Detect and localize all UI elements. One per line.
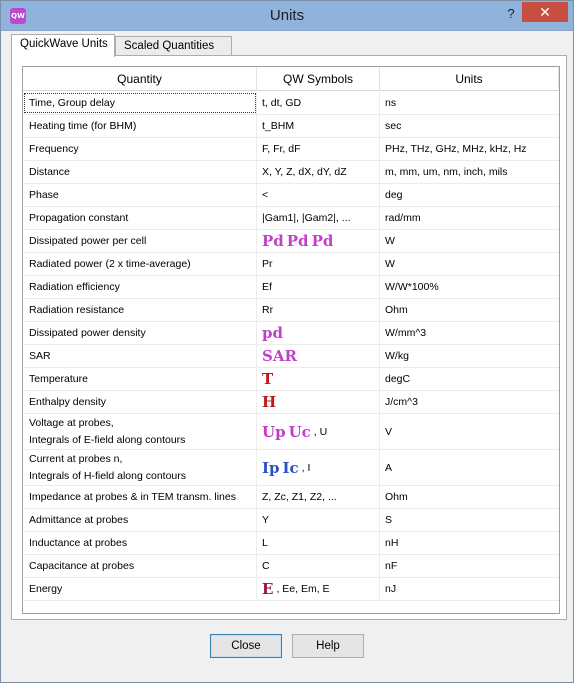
units-cell[interactable]: Ohm — [385, 304, 408, 316]
qw-symbol-glyph-icon: E — [262, 580, 274, 598]
qw-symbol-glyph-icon: SAR — [262, 347, 297, 365]
quantity-cell[interactable]: Impedance at probes & in TEM transm. lines — [23, 486, 257, 508]
symbols-cell[interactable] — [257, 161, 380, 183]
quantity-cell[interactable]: Capacitance at probes — [23, 555, 257, 577]
quantity-cell[interactable]: Frequency — [23, 138, 257, 160]
symbols-cell[interactable] — [257, 368, 380, 390]
close-window-button[interactable]: ✕ — [522, 2, 568, 22]
quantity-cell[interactable]: Heating time (for BHM) — [23, 115, 257, 137]
units-cell[interactable]: nH — [385, 537, 399, 549]
quantity-cell[interactable]: Dissipated power per cell — [23, 230, 257, 252]
qw-symbol-glyph-icon: Up — [262, 422, 286, 441]
symbols-text: C — [262, 560, 270, 572]
qw-symbol-glyph-icon: H — [262, 393, 277, 411]
quantity-cell[interactable]: Radiation efficiency — [23, 276, 257, 298]
symbols-text: < — [262, 189, 269, 201]
table-row[interactable] — [23, 578, 559, 601]
symbols-cell[interactable] — [257, 92, 380, 114]
quantity-cell[interactable]: Dissipated power density — [23, 322, 257, 344]
tab-scaled-quantities[interactable]: Scaled Quantities — [115, 36, 232, 56]
table-row[interactable] — [23, 161, 559, 184]
symbols-cell[interactable] — [257, 253, 380, 275]
units-cell[interactable]: V — [385, 425, 393, 438]
table-row[interactable] — [23, 450, 559, 486]
symbols-text: , U — [313, 425, 328, 438]
units-cell[interactable]: Ohm — [385, 491, 408, 503]
symbols-cell[interactable] — [257, 207, 380, 229]
units-cell[interactable]: S — [385, 514, 393, 526]
symbols-cell[interactable] — [257, 184, 380, 206]
qw-symbol-glyph-icon: Uc — [288, 422, 311, 441]
table-row[interactable] — [23, 555, 559, 578]
table-row[interactable] — [23, 184, 559, 207]
units-cell[interactable]: A — [385, 461, 393, 474]
table-row[interactable] — [23, 368, 559, 391]
quantity-cell[interactable]: Temperature — [23, 368, 257, 390]
symbols-text: , Ee, Em, E — [276, 583, 330, 595]
quantity-cell[interactable]: Inductance at probes — [23, 532, 257, 554]
table-row[interactable] — [23, 322, 559, 345]
units-cell[interactable]: ns — [385, 97, 397, 109]
table-row[interactable] — [23, 92, 559, 115]
table-row[interactable] — [23, 138, 559, 161]
symbols-cell[interactable] — [257, 391, 380, 413]
column-header-quantity[interactable]: Quantity — [23, 67, 257, 91]
units-cell[interactable]: PHz, THz, GHz, MHz, kHz, Hz — [385, 143, 527, 155]
symbols-text: L — [262, 537, 268, 549]
table-row[interactable] — [23, 253, 559, 276]
symbols-text: Pr — [262, 258, 273, 270]
symbols-text: Rr — [262, 304, 274, 316]
table-row[interactable] — [23, 299, 559, 322]
symbols-cell[interactable] — [257, 486, 380, 508]
symbols-cell[interactable] — [257, 578, 380, 600]
units-cell[interactable]: nJ — [385, 583, 397, 595]
symbols-cell[interactable] — [257, 555, 380, 577]
quantity-cell[interactable]: SAR — [23, 345, 257, 367]
help-question-icon[interactable]: ? — [507, 6, 515, 21]
qw-symbol-glyph-icon: Pd — [286, 232, 309, 250]
table-row[interactable] — [23, 414, 559, 450]
units-cell[interactable]: J/cm^3 — [385, 396, 418, 408]
qw-symbol-glyph-icon: Pd — [311, 232, 334, 250]
quantity-cell[interactable]: Admittance at probes — [23, 509, 257, 531]
quantity-cell[interactable]: Energy — [23, 578, 257, 600]
column-header-units[interactable]: Units — [380, 67, 559, 91]
units-cell[interactable]: W/kg — [385, 350, 409, 362]
symbols-cell[interactable] — [257, 345, 380, 367]
units-table[interactable] — [22, 66, 560, 614]
symbols-cell[interactable] — [257, 230, 380, 252]
quantity-cell[interactable]: Time, Group delay — [23, 92, 257, 114]
symbols-cell[interactable] — [257, 322, 380, 344]
units-cell[interactable]: W/W*100% — [385, 281, 439, 293]
qw-symbol-glyph-icon: Pd — [262, 232, 284, 250]
column-header-qw-symbols[interactable]: QW Symbols — [257, 67, 380, 91]
units-cell[interactable]: rad/mm — [385, 212, 421, 224]
qw-symbol-glyph-icon: Ic — [282, 458, 299, 477]
units-cell[interactable]: deg — [385, 189, 403, 201]
table-header — [23, 67, 559, 91]
quantity-cell[interactable]: Radiation resistance — [23, 299, 257, 321]
window-title: Units — [269, 7, 305, 24]
tab-quickwave-units[interactable]: QuickWave Units — [11, 34, 115, 57]
quantity-cell[interactable]: Phase — [23, 184, 257, 206]
symbols-text: |Gam1|, |Gam2|, ... — [262, 212, 351, 224]
symbols-text: Ef — [262, 281, 272, 293]
units-cell[interactable]: nF — [385, 560, 398, 572]
qw-symbol-glyph-icon: T — [262, 370, 274, 388]
quantity-cell[interactable]: Propagation constant — [23, 207, 257, 229]
symbols-cell[interactable] — [257, 532, 380, 554]
units-cell[interactable]: W/mm^3 — [385, 327, 427, 339]
symbols-cell[interactable] — [257, 450, 380, 485]
table-row[interactable] — [23, 391, 559, 414]
quantity-cell[interactable]: Enthalpy density — [23, 391, 257, 413]
close-button[interactable]: Close — [210, 634, 282, 658]
quantity-cell[interactable]: Distance — [23, 161, 257, 183]
symbols-text: t_BHM — [262, 120, 295, 132]
table-row[interactable] — [23, 532, 559, 555]
table-row[interactable] — [23, 509, 559, 532]
table-row[interactable] — [23, 207, 559, 230]
units-cell[interactable]: W — [385, 258, 395, 270]
help-button[interactable]: Help — [292, 634, 364, 658]
units-cell[interactable]: sec — [385, 120, 402, 132]
units-cell[interactable]: W — [385, 235, 395, 247]
units-cell[interactable]: m, mm, um, nm, inch, mils — [385, 166, 508, 178]
qw-symbol-glyph-icon: Ip — [262, 458, 280, 477]
symbols-text: X, Y, Z, dX, dY, dZ — [262, 166, 347, 178]
title-bar[interactable] — [1, 1, 573, 31]
symbols-cell[interactable] — [257, 138, 380, 160]
symbols-cell[interactable] — [257, 509, 380, 531]
symbols-cell[interactable] — [257, 115, 380, 137]
symbols-text: Y — [262, 514, 270, 526]
symbols-text: , I — [301, 461, 311, 474]
quantity-cell[interactable]: Current at probes n, Integrals of H-field along contours — [23, 450, 257, 485]
symbols-text: F, Fr, dF — [262, 143, 301, 155]
quantity-cell[interactable]: Voltage at probes, Integrals of E-field along contours — [23, 414, 257, 449]
symbols-text: Z, Zc, Z1, Z2, ... — [262, 491, 337, 503]
table-row[interactable] — [23, 345, 559, 368]
symbols-text: t, dt, GD — [262, 97, 302, 109]
app-icon: QW — [10, 8, 26, 24]
units-cell[interactable]: degC — [385, 373, 411, 385]
table-row[interactable] — [23, 276, 559, 299]
qw-symbol-glyph-icon: pd — [262, 324, 283, 342]
table-row[interactable] — [23, 115, 559, 138]
symbols-cell[interactable] — [257, 276, 380, 298]
tab-panel — [11, 55, 567, 620]
table-row[interactable] — [23, 230, 559, 253]
table-row[interactable] — [23, 486, 559, 509]
quantity-cell[interactable]: Radiated power (2 x time-average) — [23, 253, 257, 275]
symbols-cell[interactable] — [257, 299, 380, 321]
symbols-cell[interactable] — [257, 414, 380, 449]
